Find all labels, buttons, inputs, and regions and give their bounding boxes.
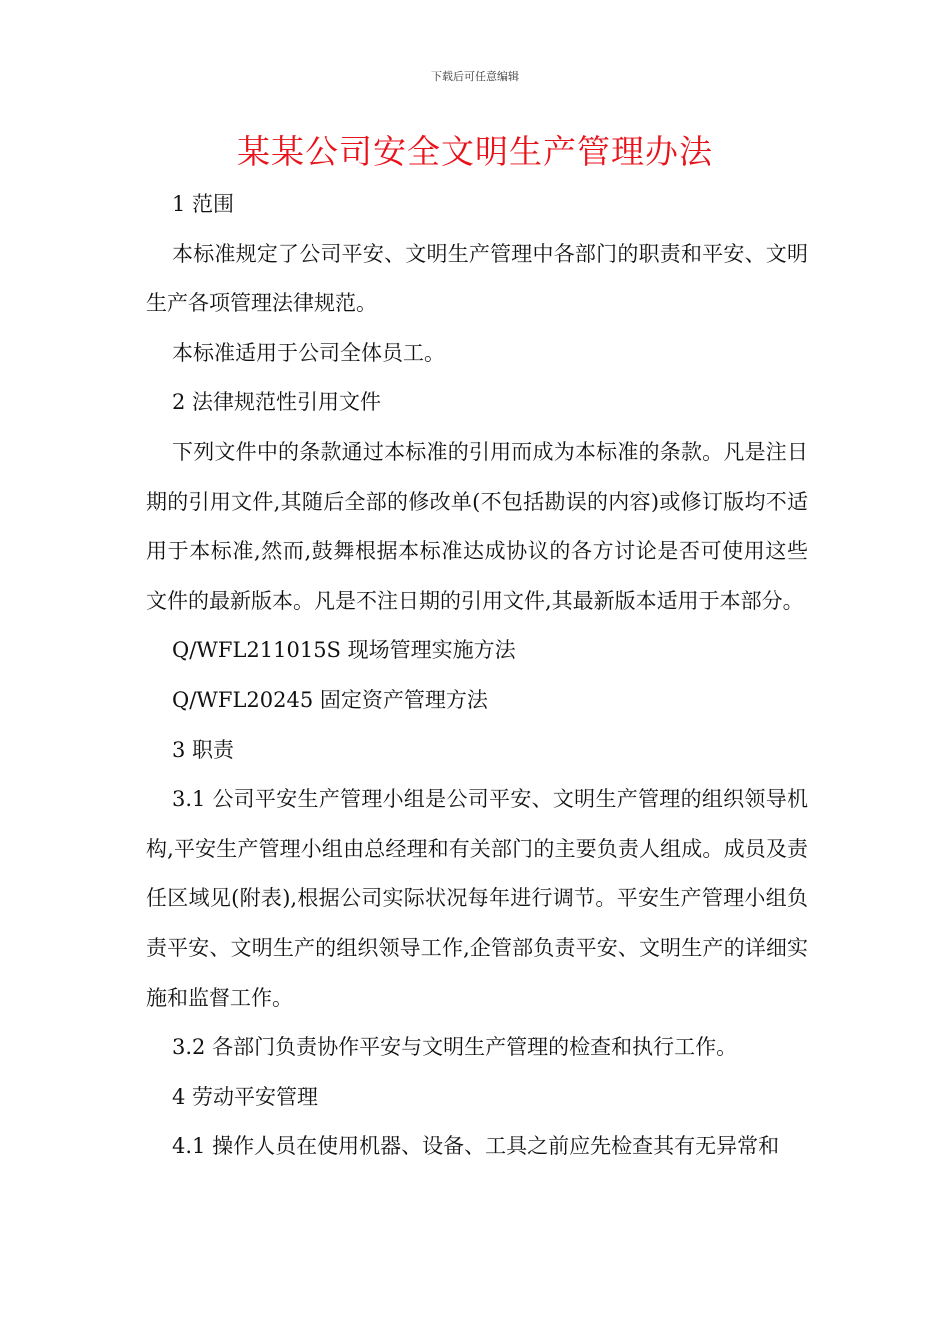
section-heading-scope: 1 范围 bbox=[172, 192, 235, 216]
reference-item-site-management: Q/WFL211015S 现场管理实施方法 bbox=[172, 638, 516, 663]
section-heading-responsibilities: 3 职责 bbox=[172, 737, 235, 762]
paragraph-responsibility-3-2: 3.2 各部门负责协作平安与文明生产管理的检查和执行工作。 bbox=[172, 1035, 738, 1060]
reference-item-fixed-assets: Q/WFL20245 固定资产管理方法 bbox=[172, 687, 488, 712]
paragraph-labor-safety-4-1: 4.1 操作人员在使用机器、设备、工具之前应先检查其有无异常和 bbox=[172, 1134, 780, 1159]
section-heading-references: 2 法律规范性引用文件 bbox=[172, 390, 382, 415]
paragraph-scope-definition: 本标准规定了公司平安、文明生产管理中各部门的职责和平安、文明生产各项管理法律规范。 bbox=[146, 241, 808, 316]
section-heading-labor-safety: 4 劳动平安管理 bbox=[172, 1084, 319, 1109]
page-header-note: 下载后可任意编辑 bbox=[431, 70, 519, 83]
paragraph-references: 下列文件中的条款通过本标准的引用而成为本标准的条款。凡是注日期的引用文件,其随后全部的修改单(不包括勘误的内容)或修订版均不适用于本标准,然而,鼓舞根据本标准达成协议的各方讨论是否可使用这些文件的最新版本。凡是不注日期的引用文件,其最新版本适用于本部分。 bbox=[146, 439, 808, 613]
paragraph-scope-applicability: 本标准适用于公司全体员工。 bbox=[172, 340, 445, 365]
document-body bbox=[146, 180, 808, 1172]
document-title: 某某公司安全文明生产管理办法 bbox=[237, 132, 713, 171]
paragraph-responsibility-3-1: 3.1 公司平安生产管理小组是公司平安、文明生产管理的组织领导机构,平安生产管理小组由总经理和有关部门的主要负责人组成。成员及责任区域见(附表),根据公司实际状况每年进行调节。平安生产管理小组负责平安、文明生产的组织领导工作,企管部负责平安、文明生产的详细实施和监督工作。 bbox=[146, 787, 808, 1010]
